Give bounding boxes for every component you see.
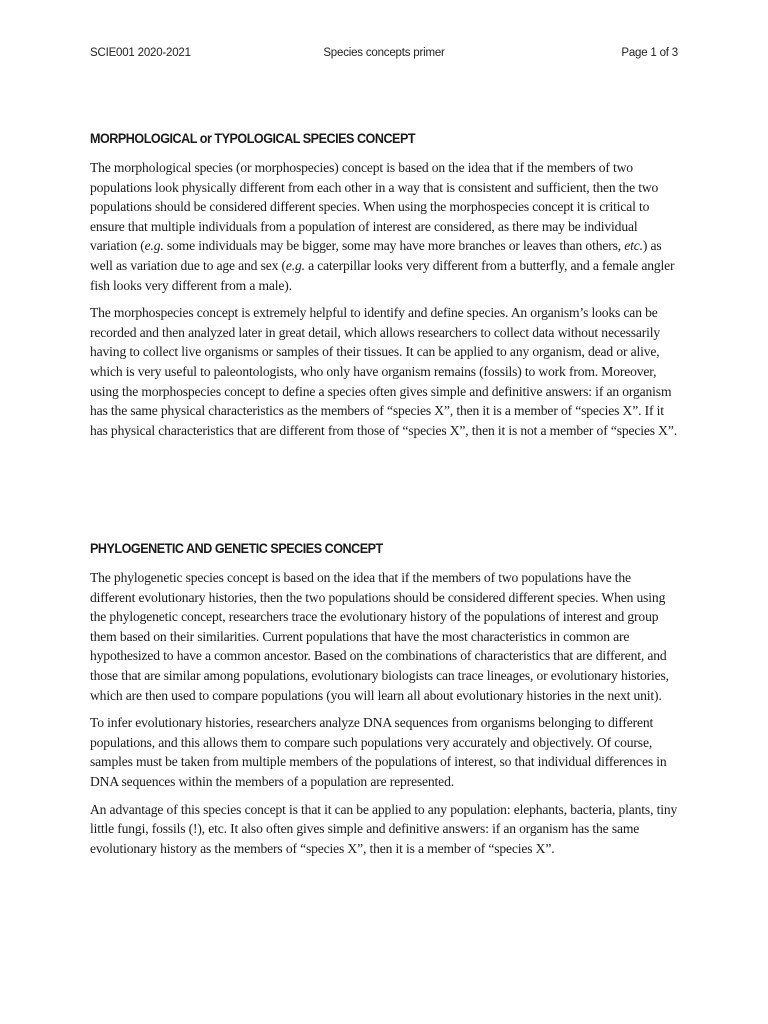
header-doc-title: Species concepts primer: [323, 47, 445, 59]
italic-run: e.g.: [144, 238, 164, 254]
paragraph: The morphospecies concept is extremely helpful to identify and define species. An organism’s looks can be recorded and then analyzed later in great detail, which allows researchers to collect data without necessarily having to collect live organisms or samples of their tissues. It can be applied to any organism, dead or alive, which is very useful to paleontologists, who only have organism remains (fossils) to work from. Moreover, using the morphospecies concept to define a species often gives simple and definitive answers: if an organism has the same physical characteristics as the members of “species X”, then it is a member of “species X”. If it has physical characteristics that are different from those of “species X”, then it is not a member of “species X”.: [90, 305, 677, 438]
section-title-morphological: [90, 131, 637, 146]
section-phylogenetic: [90, 541, 678, 866]
paragraph: [90, 158, 678, 295]
italic-run: etc.: [624, 238, 643, 254]
text-run: a caterpillar looks very different from a butterfly, and a female angler fish looks very different from a male).: [90, 257, 675, 293]
title-part2: TYPOLOGICAL SPECIES CONCEPT: [211, 131, 416, 146]
italic-run: e.g.: [285, 257, 305, 273]
page-header: [90, 47, 678, 65]
title-or: or: [199, 131, 212, 146]
paragraph: To infer evolutionary histories, researchers analyze DNA sequences from organisms belonging to different populations, and this allows them to compare such populations very accurately and objectively. Of course, samples must be taken from multiple members of the populations of interest, so that individual differences in DNA sequences within the members of a population are represented.: [90, 715, 667, 789]
text-run: some individuals may be bigger, some may have more branches or leaves than others,: [163, 238, 625, 254]
text-run: The morphological species (or morphospecies) concept is based on the idea that if the members of two populations look physically different from each other in a way that is consistent and sufficient, then the two populations should be considered different species. When using the morphospecies concept it is critical to ensure that multiple individuals from a population of interest are considered, as there may be individual variation (: [90, 160, 659, 254]
title-part1: MORPHOLOGICAL: [90, 131, 200, 146]
text-run: ) as well as variation due to age and sex (: [90, 238, 662, 273]
section-morphological: [90, 131, 678, 448]
paragraph: An advantage of this species concept is that it can be applied to any population: elephants, bacteria, plants, tiny little fungi, fossils (!), etc. It also often gives simple and definitive answers: if an organism has the same evolutionary history as the members of “species X”, then it is a member of “species X”.: [90, 801, 678, 856]
section-title-phylogenetic: PHYLOGENETIC AND GENETIC SPECIES CONCEPT: [90, 541, 383, 556]
header-course: SCIE001 2020-2021: [90, 47, 191, 59]
header-page-number: Page 1 of 3: [621, 47, 678, 59]
paragraph: The phylogenetic species concept is based on the idea that if the members of two populations have the different evolutionary histories, then the two populations should be considered different species. When using the phylogenetic concept, researchers trace the evolutionary history of the populations of interest and group them based on their similarities. Current populations that have the most characteristics in common are hypothesized to have a common ancestor. Based on the combinations of characteristics that are different, and those that are similar among populations, evolutionary biologists can trace lineages, or evolutionary histories, which are then used to compare populations (you will learn all about evolutionary histories in the next unit).: [90, 570, 669, 703]
